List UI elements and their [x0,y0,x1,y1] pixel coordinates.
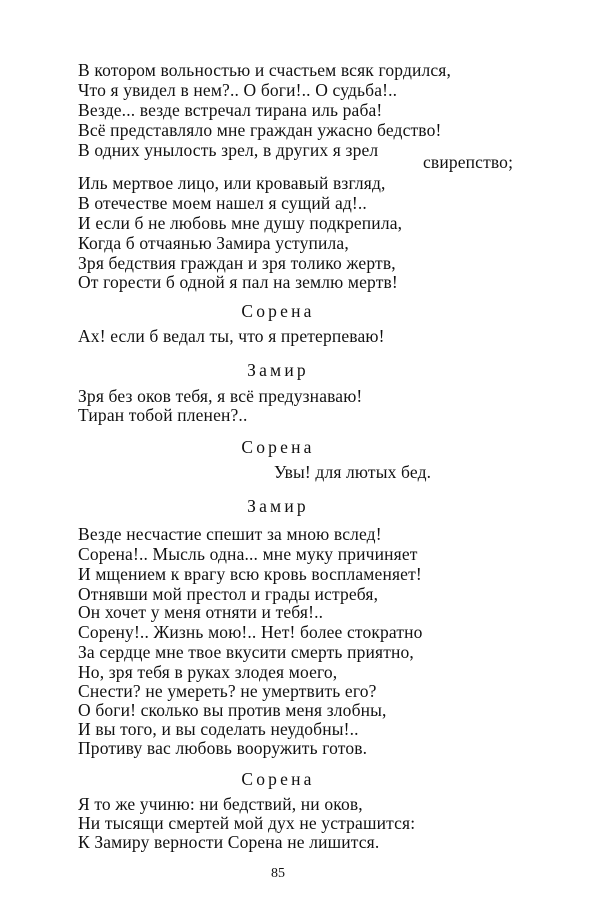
speaker-name: Сорена [241,437,315,457]
verse-line: И мщением к врагу всю кровь воспламеняет! [78,564,422,584]
speaker-name: Сорена [241,769,315,789]
verse-line: Сорена!.. Мысль одна... мне муку причиняет [78,544,418,564]
speaker-name: Замир [247,496,309,516]
verse-line: Сорену!.. Жизнь мою!.. Нет! более стократно [78,622,423,642]
verse-line: Противу вас любовь вооружить готов. [78,738,368,758]
verse-line: В отечестве моем нашел я сущий ад!.. [78,193,367,213]
verse-line: Тиран тобой пленен?.. [78,405,248,425]
verse-line: В одних унылость зрел, в других я зрел [78,140,379,160]
verse-line: Иль мертвое лицо, или кровавый взгляд, [78,173,386,193]
verse-line: За сердце мне твое вкусити смерть приятно, [78,642,414,662]
verse-line: К Замиру верности Сорена не лишится. [78,832,380,852]
verse-line: Везде несчастие спешит за мною вслед! [78,524,382,544]
page-number: 85 [271,866,285,881]
verse-line: Снести? не умереть? не умертвить его? [78,681,377,701]
verse-line: От горести б одной я пал на землю мертв! [78,272,398,292]
verse-line: Но, зря тебя в руках злодея моего, [78,662,338,682]
verse-line: Ни тысящи смертей мой дух не устрашится: [78,813,416,833]
speaker-name: Сорена [241,301,315,321]
verse-line-continuation: свирепство; [423,152,514,172]
verse-line: Что я увидел в нем?.. О боги!.. О судьба!.. [78,80,398,100]
verse-line: О боги! сколько вы против меня злобны, [78,700,387,720]
speaker-name: Замир [247,360,309,380]
verse-line: Он хочет у меня отняти и тебя!.. [78,602,324,622]
verse-line-indented: Увы! для лютых бед. [274,462,432,482]
verse-line: Ах! если б ведал ты, что я претерпеваю! [78,326,385,346]
verse-line: Всё представляло мне граждан ужасно бедство! [78,120,442,140]
verse-line: И если б не любовь мне душу подкрепила, [78,213,403,233]
verse-line: Везде... везде встречал тирана иль раба! [78,100,383,120]
verse-line: Отнявши мой престол и грады истребя, [78,584,379,604]
verse-line: Зря бедствия граждан и зря толико жертв, [78,253,396,273]
verse-line: Зря без оков тебя, я всё предузнаваю! [78,386,363,406]
verse-line: Когда б отчаянью Замира уступила, [78,233,349,253]
verse-line: Я то же учиню: ни бедствий, ни оков, [78,794,363,814]
verse-line: И вы того, и вы соделать неудобны!.. [78,719,359,739]
verse-line: В котором вольностью и счастьем всяк гордился, [78,60,452,80]
